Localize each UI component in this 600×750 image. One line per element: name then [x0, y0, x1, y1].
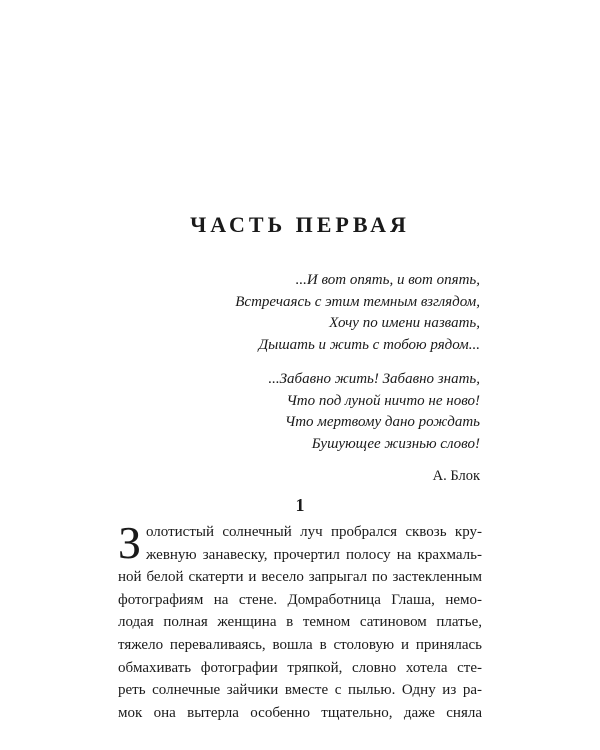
- body-line: олотистый солнечный луч пробрался сквозь кру-: [146, 524, 482, 540]
- epigraph-line: Что под луной ничто не ново!: [286, 392, 480, 409]
- epigraph-line: Дышать и жить с тобою рядом...: [258, 336, 480, 353]
- epigraph: [160, 270, 480, 488]
- epigraph-line: ...Забавно жить! Забавно знать,: [268, 371, 480, 387]
- body-line: мок она вытерла особенно тщательно, даже сняла: [118, 704, 482, 721]
- body-line: лодая полная женщина в темном сатиновом платье,: [118, 614, 482, 631]
- body-line: жевную занавеску, прочертил полосу на крахмаль-: [146, 546, 482, 563]
- body-line: реть солнечные зайчики вместе с пылью. Одну из ра-: [118, 682, 482, 699]
- chapter-number: 1: [295, 495, 305, 515]
- epigraph-stanza-2: [160, 369, 480, 455]
- epigraph-stanza-1: [160, 270, 480, 356]
- part-title: ЧАСТЬ ПЕРВАЯ: [190, 212, 410, 237]
- drop-cap: З: [118, 517, 142, 568]
- body-line: ной белой скатерти и весело запрыгал по застекленным: [118, 569, 482, 586]
- body-line: фотографиям на стене. Домработница Глаша, немо-: [118, 591, 482, 608]
- epigraph-line: Что мертвому дано рождать: [284, 414, 480, 430]
- epigraph-line: Хочу по имени назвать,: [329, 315, 480, 331]
- body-line: обмахивать фотографии тряпкой, словно хотела сте-: [118, 659, 482, 676]
- epigraph-line: ...И вот опять, и вот опять,: [295, 272, 480, 288]
- epigraph-line: Встречаясь с этим темным взглядом,: [235, 293, 480, 310]
- chapter-body: [118, 517, 482, 724]
- epigraph-line: Бушующее жизнью слово!: [311, 435, 480, 452]
- epigraph-author: А. Блок: [432, 468, 480, 484]
- body-line: тяжело переваливаясь, вошла в столовую и принялась: [118, 636, 482, 653]
